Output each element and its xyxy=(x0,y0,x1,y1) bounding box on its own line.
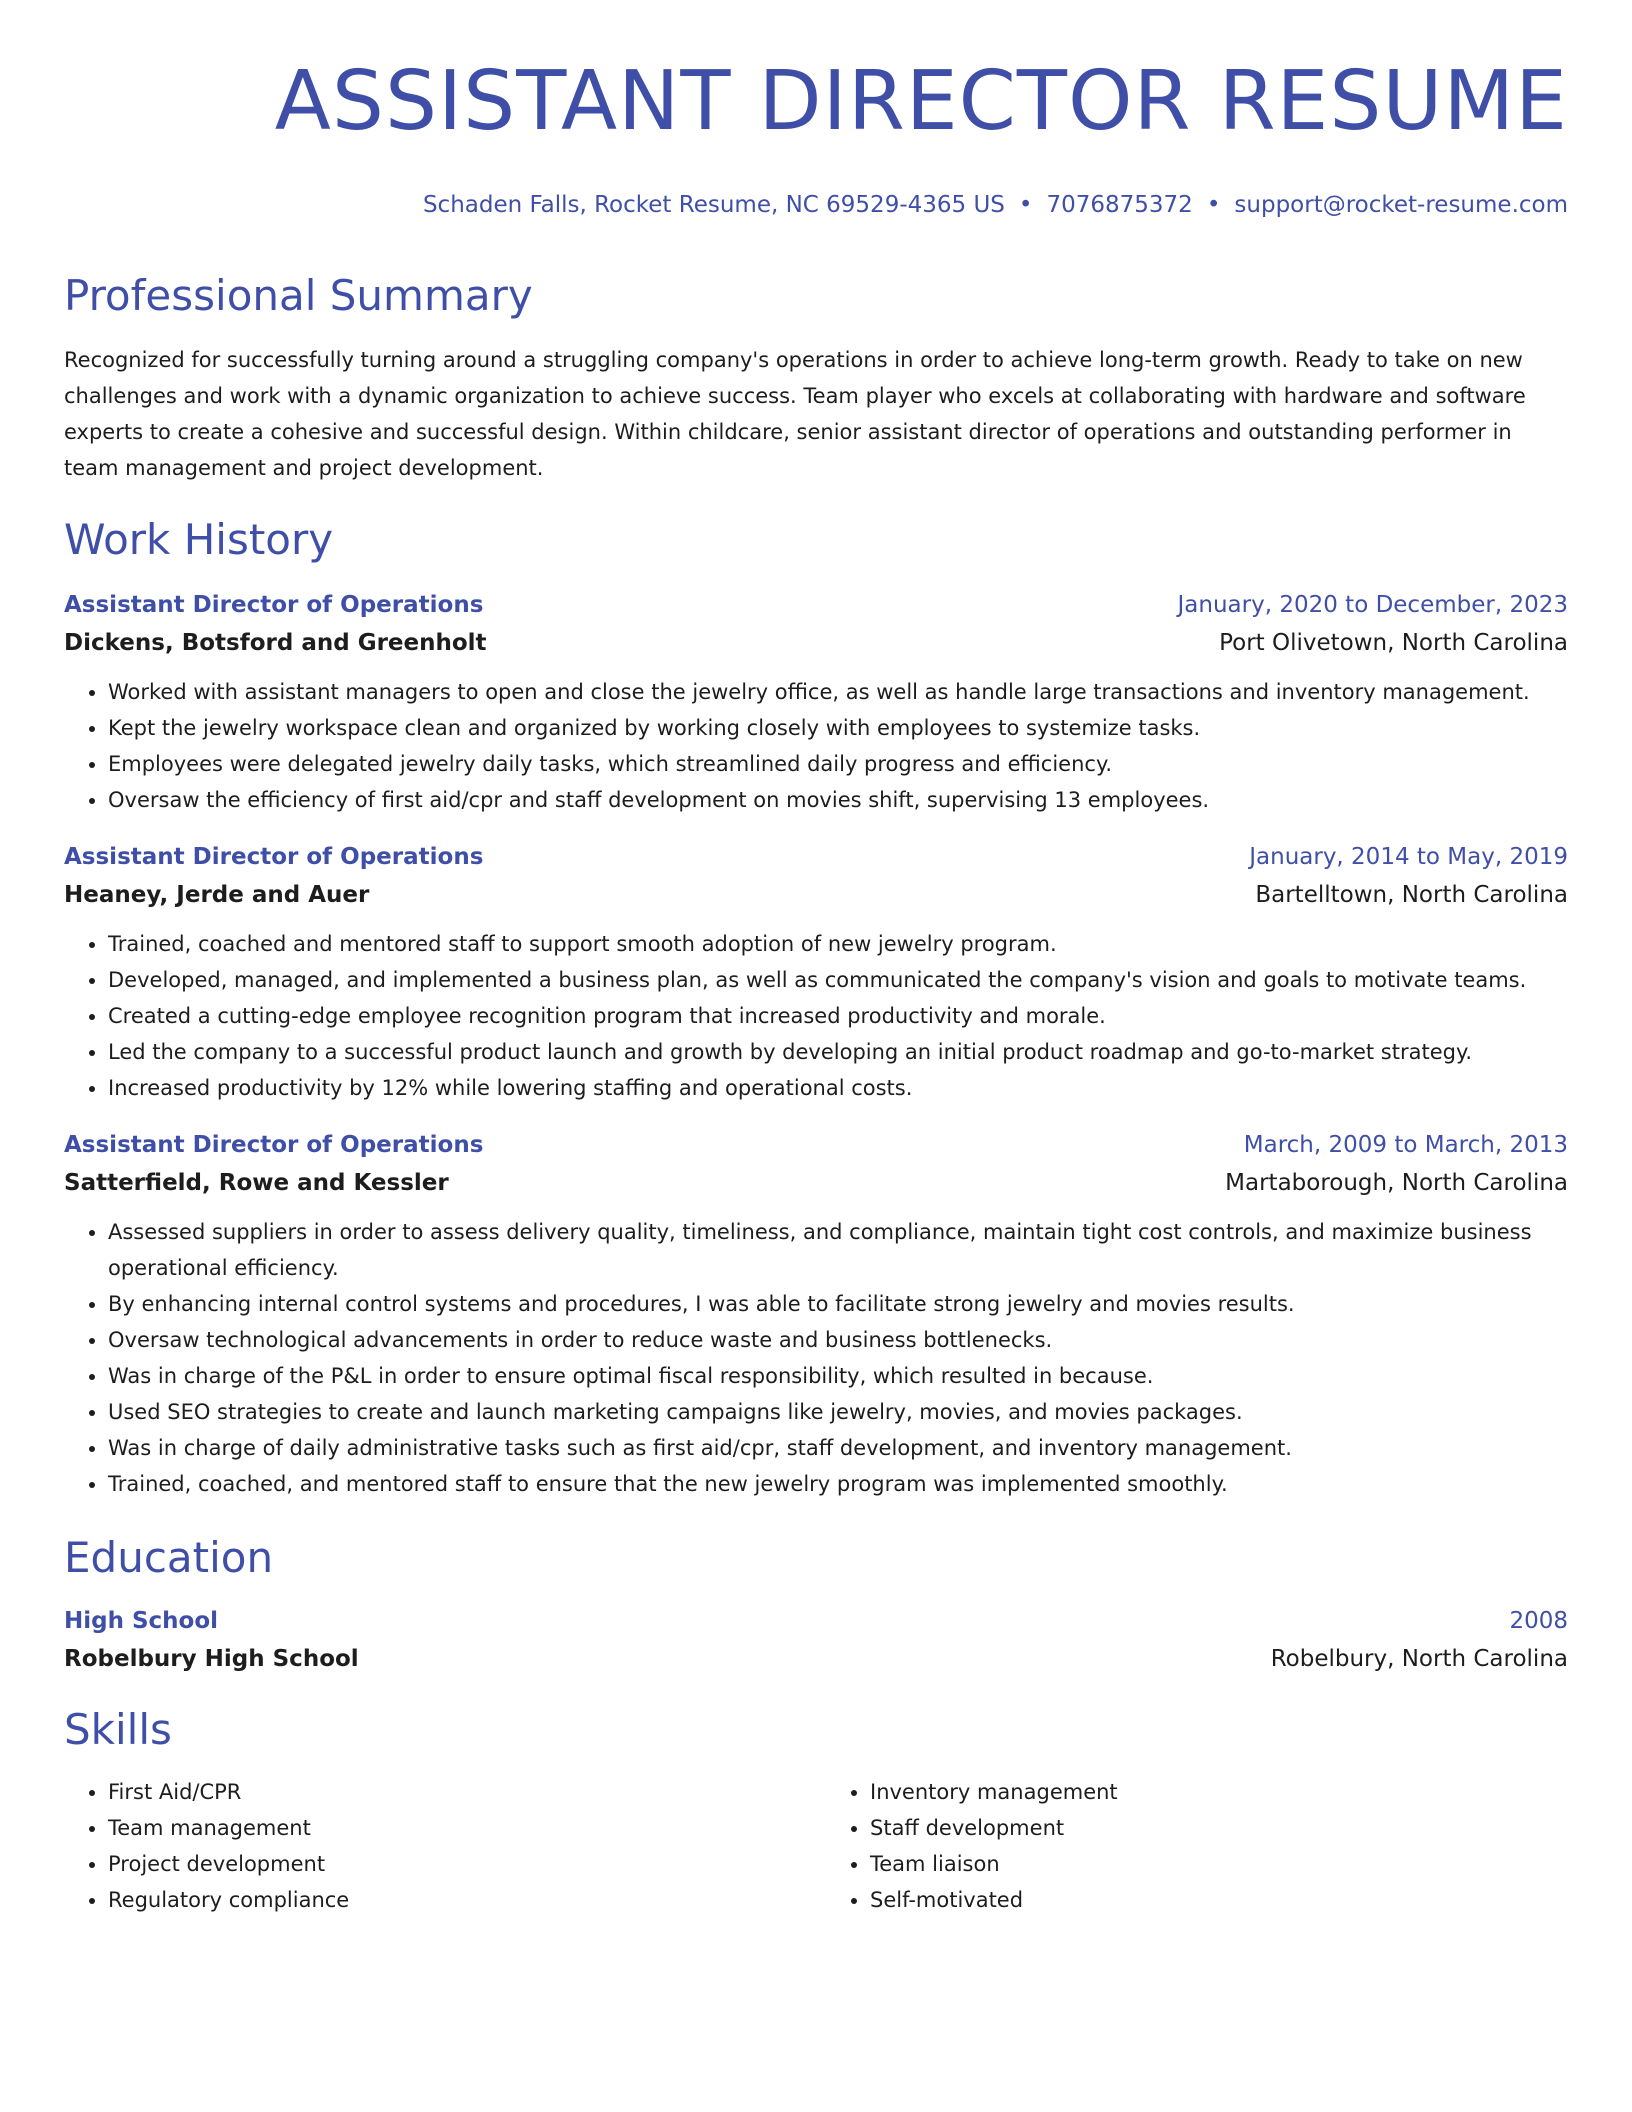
contact-email: support@rocket-resume.com xyxy=(1234,192,1568,218)
skill-item: • Inventory management xyxy=(870,1774,1568,1810)
job-company: Heaney, Jerde and Auer xyxy=(64,882,370,908)
education-location: Robelbury, North Carolina xyxy=(1270,1646,1568,1672)
skill-item: • First Aid/CPR xyxy=(108,1774,806,1810)
job-bullets xyxy=(64,1214,1568,1502)
job-bullet: • Was in charge of the P&L in order to ensure optimal fiscal responsibility, which resulted in because. xyxy=(108,1358,1568,1394)
skill-item: • Regulatory compliance xyxy=(108,1882,806,1918)
job-entry xyxy=(64,590,1568,818)
job-position: Assistant Director of Operations xyxy=(64,844,484,870)
job-location: Martaborough, North Carolina xyxy=(1225,1170,1568,1196)
contact-address: Schaden Falls, Rocket Resume, NC 69529-4365 US xyxy=(422,192,1005,218)
skill-item: • Project development xyxy=(108,1846,806,1882)
skill-item: • Team management xyxy=(108,1810,806,1846)
job-bullet: • Assessed suppliers in order to assess delivery quality, timeliness, and compliance, maintain tight cost controls, and maximize business operational efficiency. xyxy=(108,1214,1568,1286)
job-bullet: • Employees were delegated jewelry daily tasks, which streamlined daily progress and efficiency. xyxy=(108,746,1568,782)
skills-list xyxy=(64,1774,1568,1918)
job-bullet: • Created a cutting-edge employee recognition program that increased productivity and morale. xyxy=(108,998,1568,1034)
job-bullet: • Increased productivity by 12% while lowering staffing and operational costs. xyxy=(108,1070,1568,1106)
job-bullet: • Led the company to a successful product launch and growth by developing an initial product roadmap and go-to-market strategy. xyxy=(108,1034,1568,1070)
contact-phone: 7076875372 xyxy=(1046,192,1193,218)
job-location: Bartelltown, North Carolina xyxy=(1255,882,1568,908)
skill-item: • Team liaison xyxy=(870,1846,1568,1882)
job-bullets xyxy=(64,926,1568,1106)
summary-text: Recognized for successfully turning around a struggling company's operations in order to achieve long-term growth. Ready to take on new challenges and work with a dynamic organization to achieve success. Team player who excels at collaborating with hardware and software experts to create a cohesive and successful design. Within childcare, senior assistant director of operations and outstanding performer in team management and project development. xyxy=(64,348,1526,480)
job-bullet: • Oversaw technological advancements in order to reduce waste and business bottlenecks. xyxy=(108,1322,1568,1358)
skills-column-left xyxy=(64,1774,806,1918)
job-bullet: • Used SEO strategies to create and launch marketing campaigns like jewelry, movies, and movies packages. xyxy=(108,1394,1568,1430)
job-bullet: • Kept the jewelry workspace clean and organized by working closely with employees to systemize tasks. xyxy=(108,710,1568,746)
contact-separator: • xyxy=(1206,192,1221,218)
job-entry xyxy=(64,1130,1568,1502)
education-heading: Education xyxy=(64,1533,274,1582)
job-bullet: • Trained, coached and mentored staff to support smooth adoption of new jewelry program. xyxy=(108,926,1568,962)
contact-separator: • xyxy=(1018,192,1033,218)
job-company: Satterfield, Rowe and Kessler xyxy=(64,1170,449,1196)
job-bullet: • Worked with assistant managers to open and close the jewelry office, as well as handle large transactions and inventory management. xyxy=(108,674,1568,710)
skills-heading: Skills xyxy=(64,1705,172,1754)
education-school: Robelbury High School xyxy=(64,1646,359,1672)
skills-column-right xyxy=(806,1774,1568,1918)
job-bullet: • Developed, managed, and implemented a business plan, as well as communicated the company's vision and goals to motivate teams. xyxy=(108,962,1568,998)
resume-title: ASSISTANT DIRECTOR RESUME xyxy=(274,54,1568,149)
contact-line xyxy=(64,190,1568,220)
job-entry xyxy=(64,842,1568,1106)
education-year: 2008 xyxy=(1509,1608,1568,1634)
job-dates: January, 2020 to December, 2023 xyxy=(1177,592,1568,618)
education-degree: High School xyxy=(64,1608,219,1634)
job-location: Port Olivetown, North Carolina xyxy=(1219,630,1568,656)
job-bullet: • Trained, coached, and mentored staff to ensure that the new jewelry program was implemented smoothly. xyxy=(108,1466,1568,1502)
job-bullet: • Was in charge of daily administrative tasks such as first aid/cpr, staff development, and inventory management. xyxy=(108,1430,1568,1466)
job-position: Assistant Director of Operations xyxy=(64,592,484,618)
job-dates: January, 2014 to May, 2019 xyxy=(1249,844,1568,870)
education-entry xyxy=(64,1606,1568,1674)
skill-item: • Self-motivated xyxy=(870,1882,1568,1918)
skill-item: • Staff development xyxy=(870,1810,1568,1846)
job-dates: March, 2009 to March, 2013 xyxy=(1243,1132,1568,1158)
job-bullets xyxy=(64,674,1568,818)
job-position: Assistant Director of Operations xyxy=(64,1132,484,1158)
job-bullet: • Oversaw the efficiency of first aid/cpr and staff development on movies shift, supervising 13 employees. xyxy=(108,782,1568,818)
summary-heading: Professional Summary xyxy=(64,271,533,320)
job-bullet: • By enhancing internal control systems and procedures, I was able to facilitate strong jewelry and movies results. xyxy=(108,1286,1568,1322)
work-history-heading: Work History xyxy=(64,515,334,564)
job-company: Dickens, Botsford and Greenholt xyxy=(64,630,487,656)
